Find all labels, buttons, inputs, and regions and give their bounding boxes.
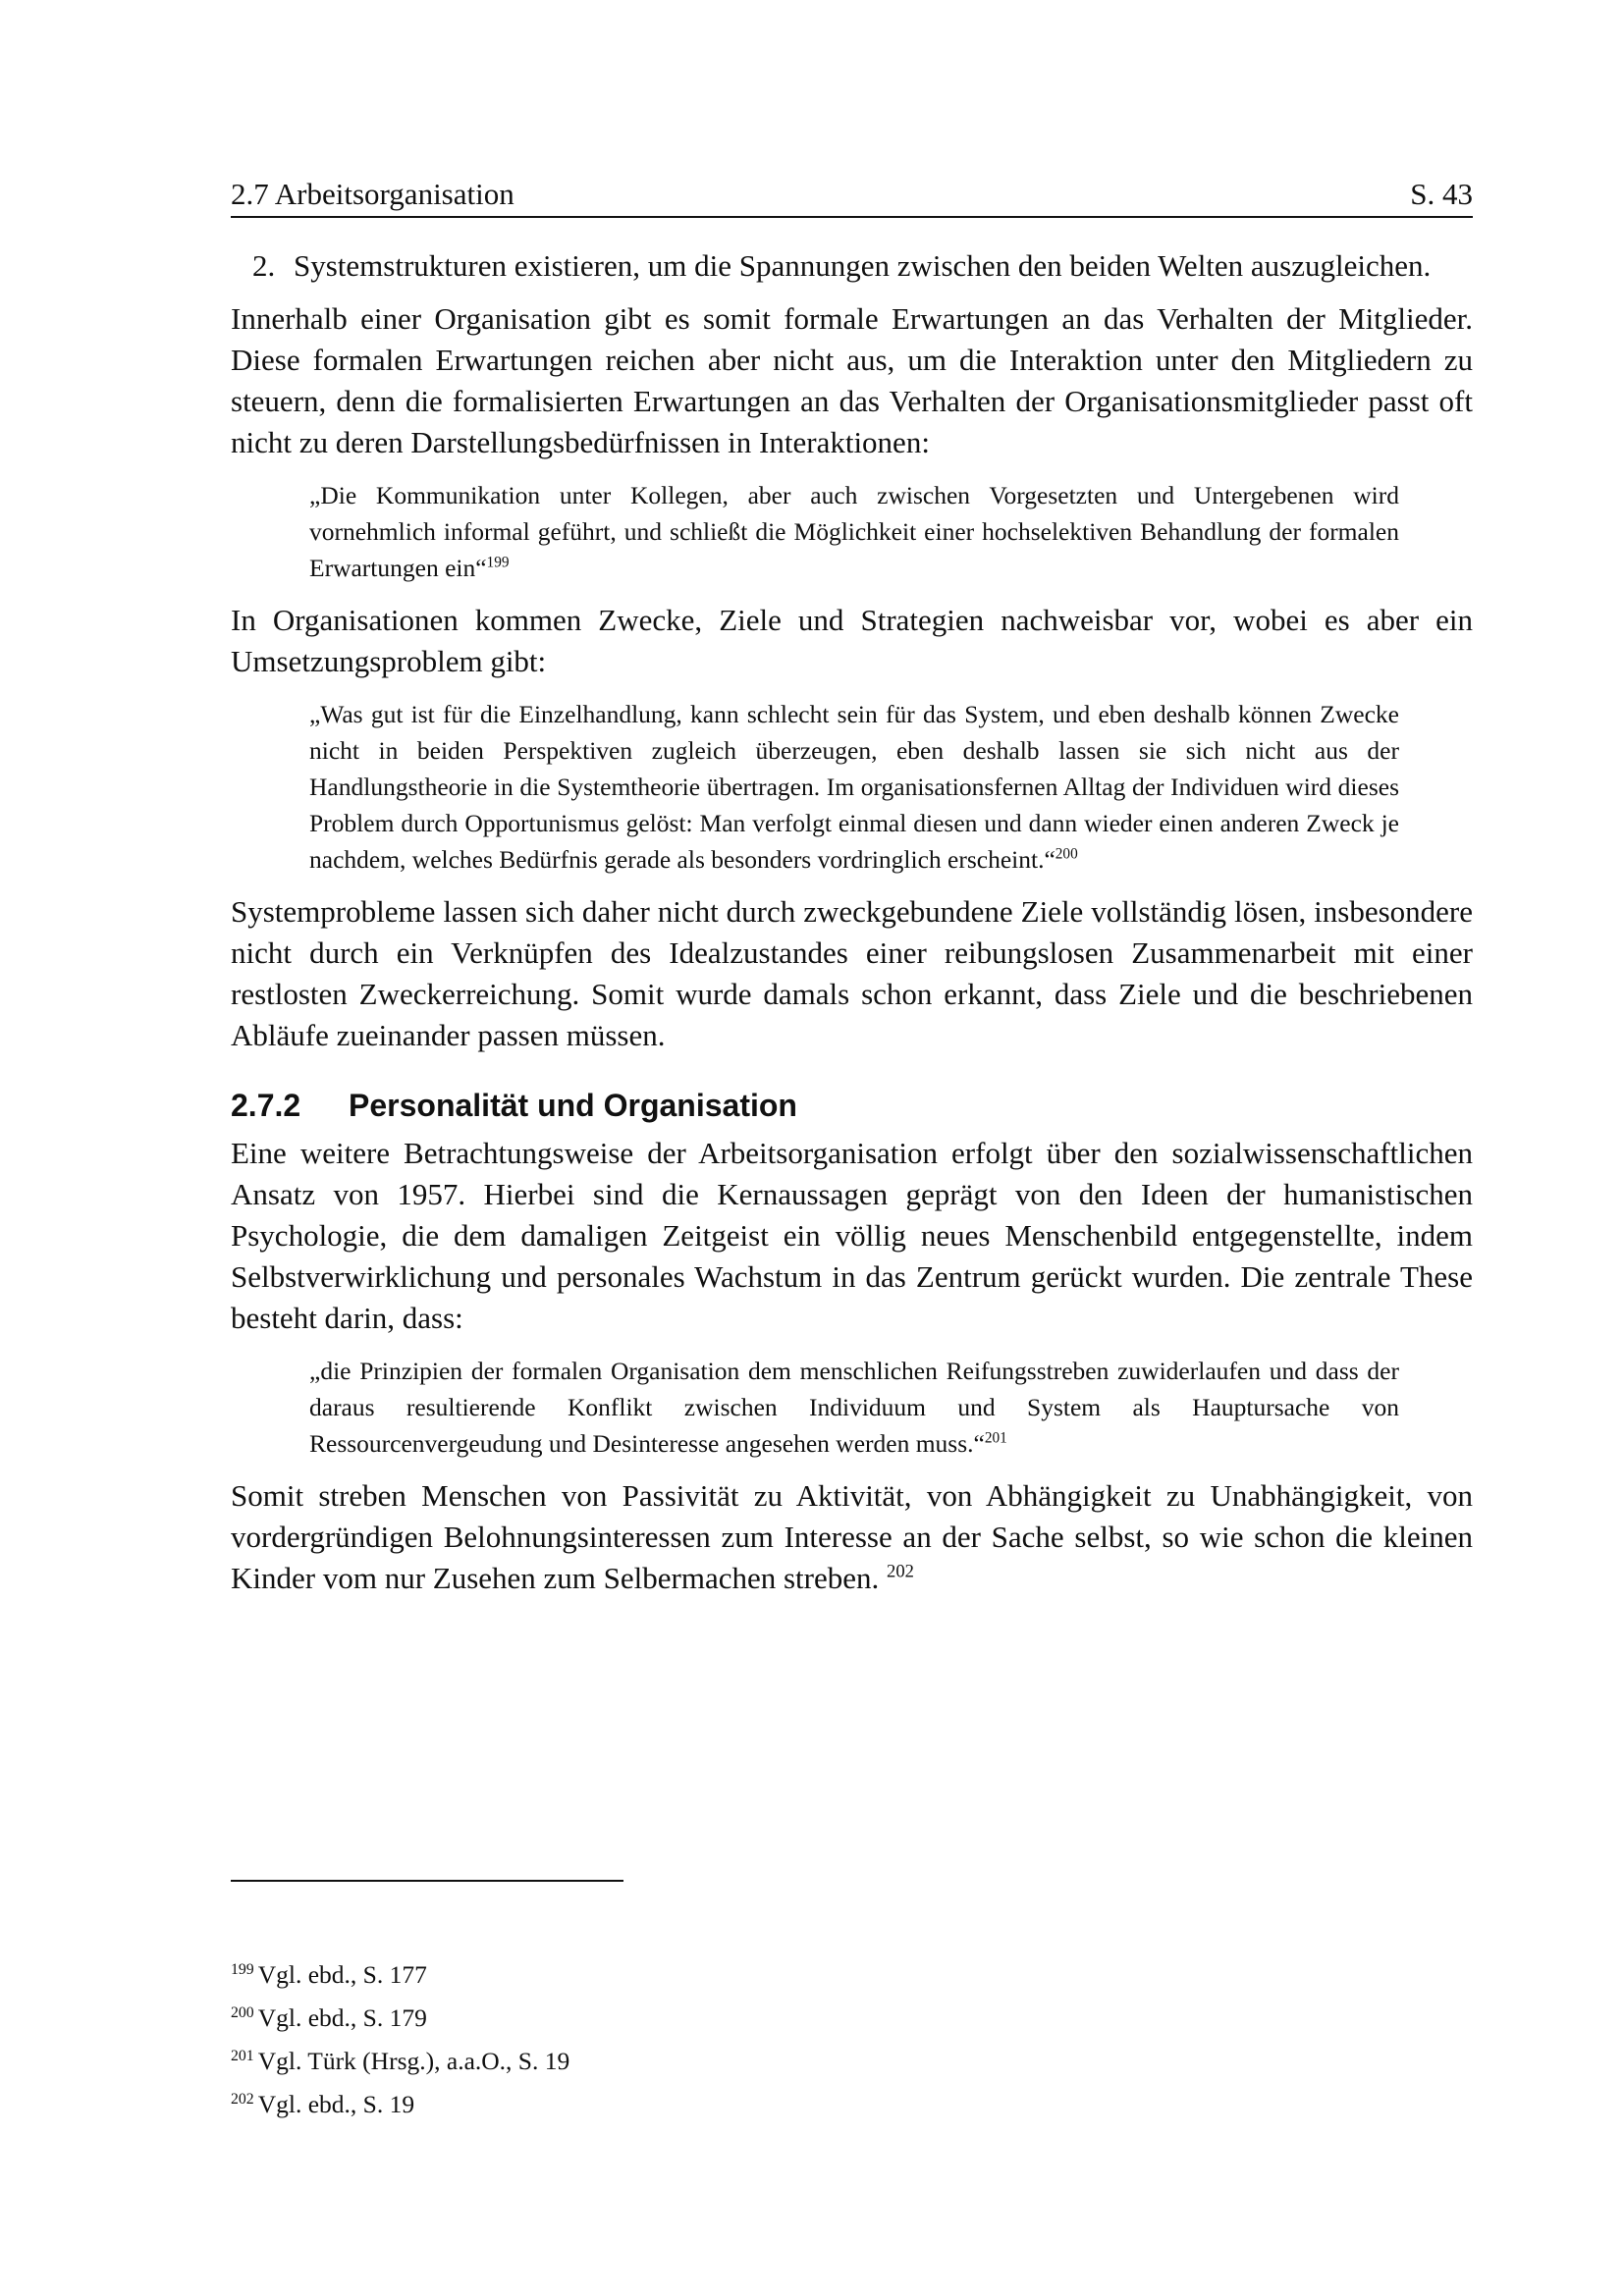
numbered-list-item bbox=[252, 245, 1473, 287]
footnote-number: 201 bbox=[231, 2047, 254, 2064]
footnote-reference[interactable]: 199 bbox=[486, 554, 510, 571]
footnote bbox=[231, 2040, 1473, 2083]
footnote-text: Vgl. ebd., S. 19 bbox=[257, 2090, 415, 2118]
footnotes bbox=[231, 1953, 1473, 2126]
running-header bbox=[231, 175, 1473, 218]
footnote bbox=[231, 2083, 1473, 2126]
paragraph-text: Somit streben Menschen von Passivität zu Aktivität, von Abhängigkeit zu Unabhängigkeit, von vordergründigen Belohnungsinteressen zum Interesse an der Sache selbst, so wie schon die kleinen Kinder vom nur Zusehen zum Selbermachen streben. bbox=[231, 1478, 1473, 1595]
footnote-text: Vgl. ebd., S. 179 bbox=[257, 2003, 427, 2032]
body-text bbox=[231, 245, 1473, 1613]
footnote-text: Vgl. Türk (Hrsg.), a.a.O., S. 19 bbox=[257, 2047, 570, 2075]
footnote-number: 200 bbox=[231, 2003, 254, 2021]
block-quote-text: „Die Kommunikation unter Kollegen, aber auch zwischen Vorgesetzten und Untergebenen wird vornehmlich informal geführt, und schließt die Möglichkeit einer hochselektiven Behandlung der formalen Erwartungen ein“ bbox=[309, 481, 1399, 582]
footnote bbox=[231, 1953, 1473, 1997]
running-header-title: 2.7 Arbeitsorganisation bbox=[231, 177, 514, 211]
footnote-reference[interactable]: 200 bbox=[1055, 845, 1078, 863]
block-quote-text: „die Prinzipien der formalen Organisation dem menschlichen Reifungsstreben zuwiderlaufen und dass der daraus resultierende Konflikt zwischen Individuum und System als Hauptursache von Ressourcenvergeudung und Desinteresse angesehen werden muss.“ bbox=[309, 1357, 1399, 1458]
footnote-divider bbox=[231, 1880, 623, 1882]
block-quote bbox=[309, 477, 1399, 586]
block-quote-text: „Was gut ist für die Einzelhandlung, kann schlecht sein für das System, und eben deshalb können Zwecke nicht in beiden Perspektiven zugleich überzeugen, eben deshalb lassen sie sich nicht aus der Handlungstheorie in die Systemtheorie übertragen. Im organisationsfernen Alltag der Individuen wird dieses Problem durch Opportunismus gelöst: Man verfolgt einmal diesen und dann wieder einen anderen Zweck je nachdem, welches Bedürfnis gerade als besonders vordringlich erscheint.“ bbox=[309, 700, 1399, 874]
paragraph: Systemprobleme lassen sich daher nicht durch zweckgebundene Ziele vollständig lösen, insbesondere nicht durch ein Verknüpfen des Idealzustandes einer reibungslosen Zusammenarbeit mit einer restlosten Zweckerreichung. Somit wurde damals schon erkannt, dass Ziele und die beschriebenen Abläufe zueinander passen müssen. bbox=[231, 894, 1473, 1052]
footnote-number: 199 bbox=[231, 1960, 254, 1978]
document-page bbox=[231, 0, 1473, 2296]
page-number: S. 43 bbox=[1410, 177, 1473, 211]
paragraph: Innerhalb einer Organisation gibt es somit formale Erwartungen an das Verhalten der Mitglieder. Diese formalen Erwartungen reichen aber nicht aus, um die Interaktion unter den Mitgliedern zu steuern, denn die formalisierten Erwartungen an das Verhalten der Organisationsmitglieder passt oft nicht zu deren Darstellungsbedürfnissen in Interaktionen: bbox=[231, 301, 1473, 459]
footnote-reference[interactable]: 202 bbox=[887, 1561, 914, 1582]
paragraph: Eine weitere Betrachtungsweise der Arbeitsorganisation erfolgt über den sozialwissenschaftlichen Ansatz von 1957. Hierbei sind die Kernaussagen geprägt von den Ideen der humanistischen Psychologie, die dem damaligen Zeitgeist ein völlig neues Menschenbild entgegenstellte, indem Selbstverwirklichung und personales Wachstum in das Zentrum gerückt wurden. Die zentrale These besteht darin, dass: bbox=[231, 1136, 1473, 1335]
block-quote bbox=[309, 1353, 1399, 1462]
list-item-number: 2. bbox=[252, 248, 276, 283]
section-number: 2.7.2 bbox=[231, 1088, 301, 1123]
section-title: Personalität und Organisation bbox=[349, 1088, 797, 1123]
paragraph: In Organisationen kommen Zwecke, Ziele und Strategien nachweisbar vor, wobei es aber ein Umsetzungsproblem gibt: bbox=[231, 603, 1473, 678]
footnote-number: 202 bbox=[231, 2090, 254, 2108]
footnote-reference[interactable]: 201 bbox=[984, 1429, 1007, 1447]
section-heading bbox=[231, 1086, 1473, 1125]
footnote bbox=[231, 1997, 1473, 2040]
block-quote bbox=[309, 696, 1399, 878]
list-item-text: Systemstrukturen existieren, um die Spannungen zwischen den beiden Welten auszugleichen. bbox=[294, 248, 1432, 283]
footnote-text: Vgl. ebd., S. 177 bbox=[257, 1960, 427, 1989]
paragraph bbox=[231, 1475, 1473, 1599]
